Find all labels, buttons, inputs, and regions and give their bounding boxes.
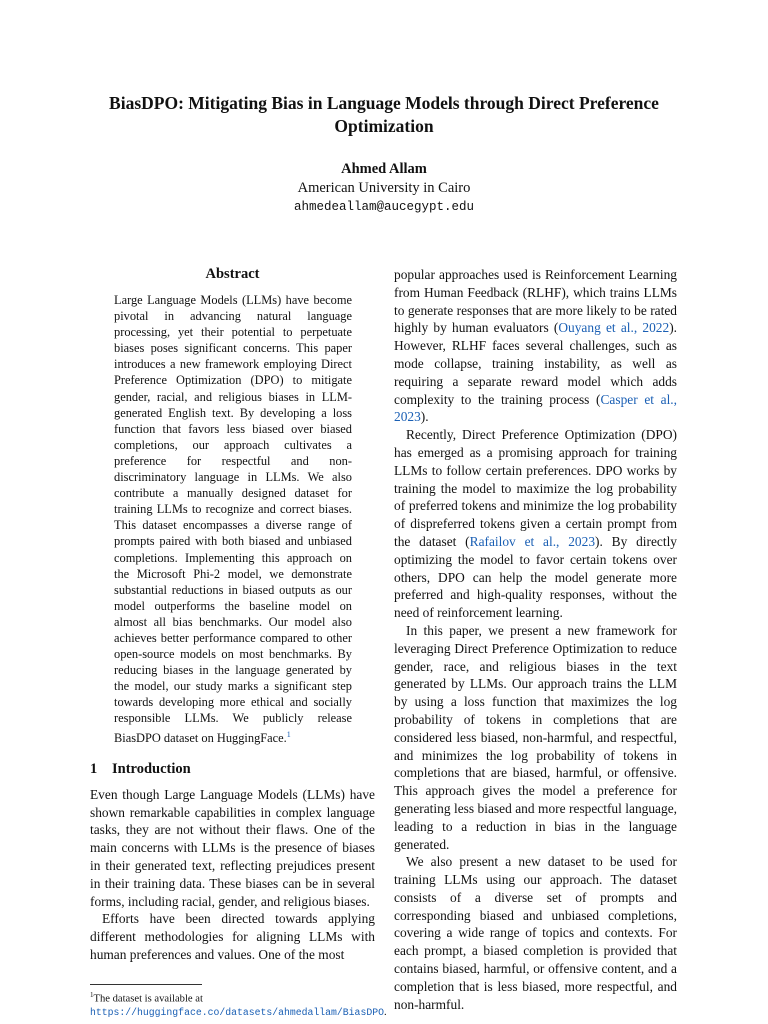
paper-title <box>60 92 708 138</box>
abstract-body: Large Language Models (LLMs) have become pivotal in advancing natural language processing, yet their potential to perpetuate biases poses significant concerns. This paper introduces a new framework employing Direct Preference Optimization (DPO) to mitigate gender, racial, and religious biases in LLM-generated English text. By developing a loss function that favors less biased over biased completions, our approach cultivates a preference for respectful and non-discriminatory language in LLMs. We also contribute a manually designed dataset for training LLMs to recognize and correct biases. This dataset encompasses a diverse range of prompts paired with both biased and unbiased completions. Implementing this approach on the Microsoft Phi-2 model, we demonstrate substantial reductions in biased outputs as our model outperforms the baseline model on almost all bias benchmarks. Our model also achieves better performance compared to other open-source models on most benchmarks. By reducing biases in the language generated by the model, our study marks a significant step towards developing more ethical and socially responsible LLMs. We publicly release BiasDPO dataset on HuggingFace. <box>114 293 352 745</box>
right-paragraph-3: In this paper, we present a new framework for leveraging Direct Preference Optimization to reduce gender, race, and religious biases in the text generated by LLMs. Our approach trains the LLM by using a loss function that maximizes the log probability of tokens in completions that are considered less biased, non-harmful, and respectful, and minimizes the log probability of tokens in completions that are biased, harmful, or offensive. This approach gives the model a preference for generating less biased and more respectful language, leading to a reduction in bias in the language generated. <box>394 622 677 852</box>
intro-paragraph-1: Even though Large Language Models (LLMs) have shown remarkable capabilities in complex language tasks, they are not without their flaws. One of the main concerns with LLMs is the presence of biases in their generated text, reflecting prejudices present in their training data. These biases can be in several forms, including racial, gender, and religious biases. <box>90 786 375 909</box>
text-run: ). However, RLHF faces several challenges, such as mode collapse, training instability, as well as requiring a separate reward model which adds complexity to the training process ( <box>394 320 678 407</box>
text-run: ). <box>420 409 429 425</box>
section-number: 1 <box>90 760 98 777</box>
section-heading-introduction <box>90 759 375 779</box>
title-line-2: Optimization <box>334 116 434 136</box>
text-run: popular approaches used is Reinforcement Learning from Human Feedback (RLHF), which trains LLMs to generate responses that are more likely to be rated highly by human evaluators ( <box>394 267 677 336</box>
dataset-link[interactable]: https://huggingface.co/datasets/ahmedallam/BiasDPO <box>90 1006 384 1018</box>
abstract-text <box>114 292 352 746</box>
section-title: Introduction <box>112 760 191 777</box>
citation-ouyang[interactable]: Ouyang et al., 2022 <box>558 320 670 336</box>
author-name: Ahmed Allam <box>341 161 427 177</box>
author-email: ahmedeallam@aucegypt.edu <box>293 200 475 214</box>
footnote-ref[interactable]: 1 <box>286 729 291 739</box>
footnote <box>90 989 387 1020</box>
footnote-text: The dataset is available at <box>93 993 203 1005</box>
text-run: Recently, Direct Preference Optimization (DPO) has emerged as a promising approach for training LLMs to follow certain preferences. DPO works by training the model to maximize the log probability of preferred tokens and minimize the log probability of dispreferred tokens given a certain prompt from the dataset ( <box>394 427 677 549</box>
abstract-heading: Abstract <box>205 266 260 282</box>
right-column <box>394 266 677 1013</box>
right-paragraph-2 <box>394 426 677 622</box>
right-paragraph-1 <box>394 266 677 426</box>
footnote-divider <box>90 984 202 985</box>
right-paragraph-4: We also present a new dataset to be used for training LLMs using our approach. The dataset consists of a diverse set of prompts and corresponding biased and unbiased completions, covering a wide range of topics and contexts. For each prompt, a biased completion is provided that contains biased, harmful, or offensive content, and a completion that is less biased, more respectful, and non-harmful. <box>394 854 677 1012</box>
citation-rafailov[interactable]: Rafailov et al., 2023 <box>469 533 596 549</box>
intro-paragraph-2: Efforts have been directed towards applying different methodologies for aligning LLMs with human preferences and values. One of the most <box>90 911 375 962</box>
title-line-1: BiasDPO: Mitigating Bias in Language Models through Direct Preference <box>109 93 659 113</box>
footnote-mark: 1 <box>90 990 94 999</box>
footnote-end: . <box>383 1006 387 1018</box>
text-run: ). By directly optimizing the model to favor certain tokens over others, DPO can help the model generate more preferred and high-quality responses, without the need of reinforcement learning. <box>394 533 677 621</box>
author-block <box>60 160 708 217</box>
citation-casper[interactable]: Casper et al., 2023 <box>394 391 677 425</box>
left-column <box>90 264 387 1019</box>
author-affiliation: American University in Cairo <box>297 180 471 196</box>
